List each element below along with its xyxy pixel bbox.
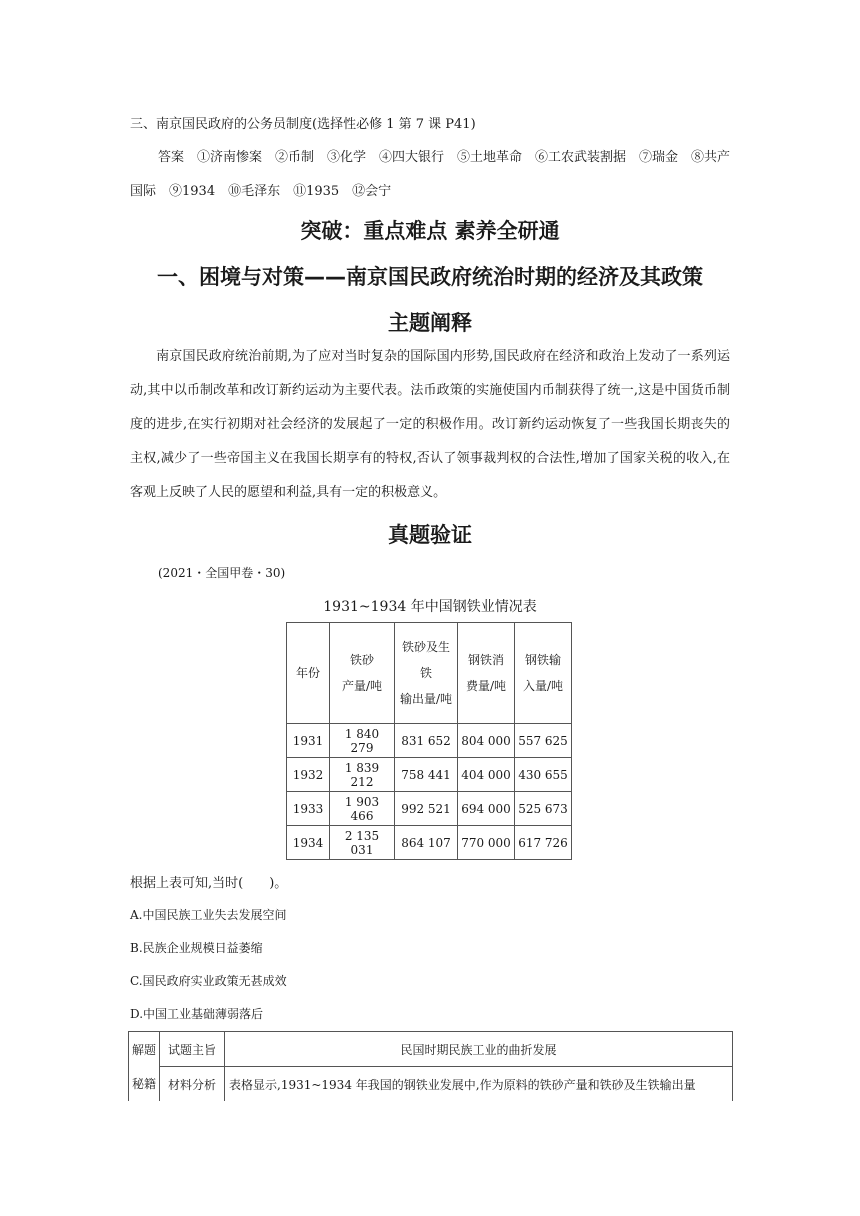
solution-tips-table: [128, 1031, 733, 1101]
table-title: 1931~1934 年中国钢铁业情况表: [323, 599, 537, 615]
analysis-label: 材料分析: [160, 1067, 225, 1102]
answers-line-2: 国际 ⑨1934 ⑩毛泽东 ⑪1935 ⑫会宁: [130, 184, 392, 199]
steel-industry-table: [286, 622, 572, 860]
theme-paragraph: 南京国民政府统治前期,为了应对当时复杂的国际国内形势,国民政府在经济和政治上发动了一系列运动,其中以币制改革和改订新约运动为主要代表。法币政策的实施使国内币制获得了统一,这是中国货币制度的进步,在实行初期对社会经济的发展起了一定的积极作用。改订新约运动恢复了一些我国长期丧失的主权,减少了一些帝国主义在我国长期享有的特权,否认了领事裁判权的合法性,增加了国家关税的收入,在客观上反映了人民的愿望和利益,具有一定的积极意义。: [130, 349, 730, 500]
theme-label: 试题主旨: [160, 1032, 225, 1067]
solution-row-analysis: [129, 1067, 733, 1102]
option-b: B.民族企业规模日益萎缩: [130, 941, 263, 955]
header-year: 年份: [287, 623, 330, 724]
source-citation: (2021・全国甲卷・30): [158, 566, 286, 580]
option-a: A.中国民族工业失去发展空间: [130, 908, 287, 922]
table-row: 1932 1 839 212 758 441 404 000 430 655: [287, 758, 572, 792]
table-row: 1933 1 903 466 992 521 694 000 525 673: [287, 792, 572, 826]
subsection-title: 一、困境与对策——南京国民政府统治时期的经济及其政策: [157, 265, 703, 289]
section-title: 突破：重点难点 素养全研通: [300, 219, 560, 243]
table-header-row: [287, 623, 572, 724]
analysis-content: 表格显示,1931~1934 年我国的钢铁业发展中,作为原料的铁砂产量和铁砂及生铁输出量: [225, 1067, 733, 1102]
theme-title: 主题阐释: [388, 311, 472, 335]
header-steel-import: 钢铁输 入量/吨: [515, 623, 572, 724]
tips-label-top: 解题: [129, 1032, 160, 1067]
header-steel-consumption: 钢铁消 费量/吨: [458, 623, 515, 724]
answers-line-1: 答案 ①济南惨案 ②币制 ③化学 ④四大银行 ⑤土地革命 ⑥工农武装割据 ⑦瑞金 ⑧共产: [158, 150, 731, 165]
tips-label-bottom: 秘籍: [129, 1067, 160, 1102]
header-ore-output: 铁砂 产量/吨: [330, 623, 395, 724]
table-row: 1931 1 840 279 831 652 804 000 557 625: [287, 724, 572, 758]
section-three-heading: 三、南京国民政府的公务员制度(选择性必修 1 第 7 课 P41): [130, 117, 476, 132]
question-stem: 根据上表可知,当时( )。: [130, 876, 288, 891]
option-d: D.中国工业基础薄弱落后: [130, 1007, 264, 1021]
verify-title: 真题验证: [388, 523, 472, 547]
table-row: 1934 2 135 031 864 107 770 000 617 726: [287, 826, 572, 860]
header-ore-export: 铁砂及生 铁 输出量/吨: [395, 623, 458, 724]
option-c: C.国民政府实业政策无甚成效: [130, 974, 287, 988]
theme-content: 民国时期民族工业的曲折发展: [225, 1032, 733, 1067]
solution-row-theme: [129, 1032, 733, 1067]
